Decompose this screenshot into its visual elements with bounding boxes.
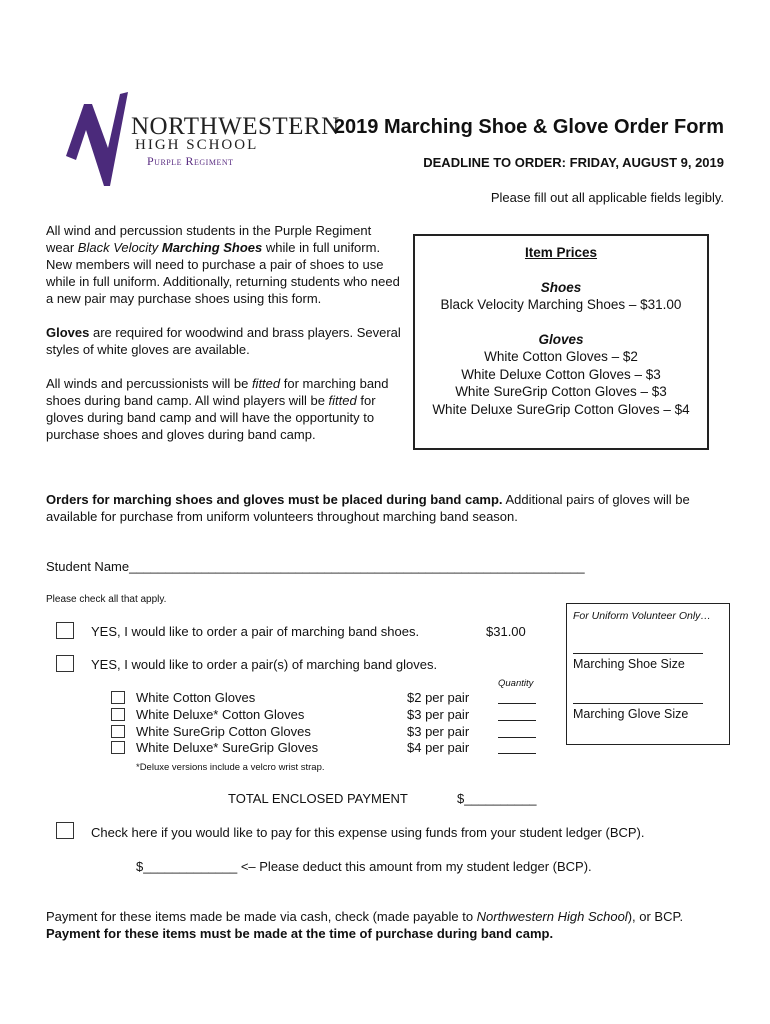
glove-size-field[interactable] (573, 703, 703, 704)
glove-quantity-field[interactable] (498, 737, 536, 738)
intro-paragraph-3: All winds and percussionists will be fitted for marching band shoes during band camp. All wind players will be fitted for gloves during band camp and will have the opportunity to purchase shoes and gloves during band camp. (46, 376, 389, 442)
check-all-note: Please check all that apply. (46, 594, 167, 605)
glove-quantity-field[interactable] (498, 703, 536, 704)
ledger-checkbox[interactable] (56, 822, 74, 839)
glove-item-checkbox[interactable] (111, 691, 125, 704)
logo-n-mark (66, 92, 128, 186)
logo-line1: NORTHWESTERN (131, 113, 340, 140)
uniform-volunteer-box (566, 603, 730, 745)
glove-item-name: White SureGrip Cotton Gloves (136, 724, 311, 739)
logo-line2: HIGH SCHOOL (135, 137, 259, 153)
glove-item-name: White Deluxe* SureGrip Gloves (136, 740, 319, 755)
glove-item-name: White Cotton Gloves (136, 690, 256, 705)
glove-item-price: $3 per pair (407, 724, 470, 739)
shoe-price-item: Black Velocity Marching Shoes – $31.00 (440, 297, 682, 312)
glove-item-price: $2 per pair (407, 690, 470, 705)
shoes-order-label: YES, I would like to order a pair of marching band shoes. (91, 624, 420, 639)
item-prices-box (413, 234, 709, 450)
payment-deadline: Payment for these items must be made at the time of purchase during band camp. (46, 926, 554, 941)
payment-note (46, 908, 746, 942)
glove-price-item: White Deluxe Cotton Gloves – $3 (461, 366, 661, 382)
glove-item-name: White Deluxe* Cotton Gloves (136, 707, 305, 722)
payment-methods: Payment for these items made be made via cash, check (made payable to Northwestern High School), or BCP. (46, 909, 684, 924)
total-payment-label: TOTAL ENCLOSED PAYMENT (228, 791, 408, 806)
glove-size-label: Marching Glove Size (573, 707, 689, 721)
intro-paragraph-1: All wind and percussion students in the Purple Regiment wear Black Velocity Marching Shoes while in full uniform. New members will need to purchase a pair of shoes to use while in full uniform. Additionally, returning students who need a new pair may purchase shoes using this form. (46, 223, 400, 306)
item-prices-heading: Item Prices (524, 245, 598, 260)
shoes-order-price: $31.00 (486, 624, 526, 639)
deluxe-note: *Deluxe versions include a velcro wrist strap. (136, 762, 325, 773)
glove-item-checkbox[interactable] (111, 708, 125, 721)
shoe-size-label: Marching Shoe Size (573, 657, 685, 671)
logo-line3: Purple Regiment (147, 154, 234, 168)
glove-price-item: White Deluxe SureGrip Cotton Gloves – $4 (432, 401, 690, 417)
student-name-field[interactable]: Student Name_______________________________________________________________ (46, 559, 585, 574)
glove-quantity-field[interactable] (498, 753, 536, 754)
glove-price-item: White SureGrip Cotton Gloves – $3 (455, 384, 667, 399)
volunteer-title: For Uniform Volunteer Only… (573, 610, 711, 622)
glove-item-checkbox[interactable] (111, 725, 125, 738)
shoes-heading: Shoes (540, 279, 582, 295)
gloves-heading: Gloves (538, 331, 584, 347)
ledger-label: Check here if you would like to pay for this expense using funds from your student ledger (BCP). (91, 825, 645, 840)
shoes-checkbox[interactable] (56, 622, 74, 639)
deadline-text: DEADLINE TO ORDER: FRIDAY, AUGUST 9, 2019 (423, 155, 724, 170)
school-logo (62, 90, 134, 188)
gloves-order-label: YES, I would like to order a pair(s) of marching band gloves. (91, 657, 438, 672)
fill-note: Please fill out all applicable fields legibly. (490, 190, 724, 205)
form-title: 2019 Marching Shoe & Glove Order Form (333, 116, 724, 138)
gloves-checkbox[interactable] (56, 655, 74, 672)
glove-item-price: $4 per pair (407, 740, 470, 755)
orders-note: Orders for marching shoes and gloves must be placed during band camp. Additional pairs of gloves will be available for purchase from uniform volunteers throughout marching band season. (46, 492, 690, 524)
glove-price-item: White Cotton Gloves – $2 (484, 349, 638, 364)
glove-item-checkbox[interactable] (111, 741, 125, 754)
quantity-header: Quantity (498, 678, 534, 689)
intro-text (46, 222, 402, 460)
ledger-deduct-field[interactable]: $_____________ <– Please deduct this amount from my student ledger (BCP). (136, 859, 592, 874)
intro-paragraph-2: Gloves are required for woodwind and brass players. Several styles of white gloves are available. (46, 325, 401, 357)
total-payment-field[interactable]: $__________ (457, 791, 537, 806)
glove-quantity-field[interactable] (498, 720, 536, 721)
shoe-size-field[interactable] (573, 653, 703, 654)
glove-item-price: $3 per pair (407, 707, 470, 722)
